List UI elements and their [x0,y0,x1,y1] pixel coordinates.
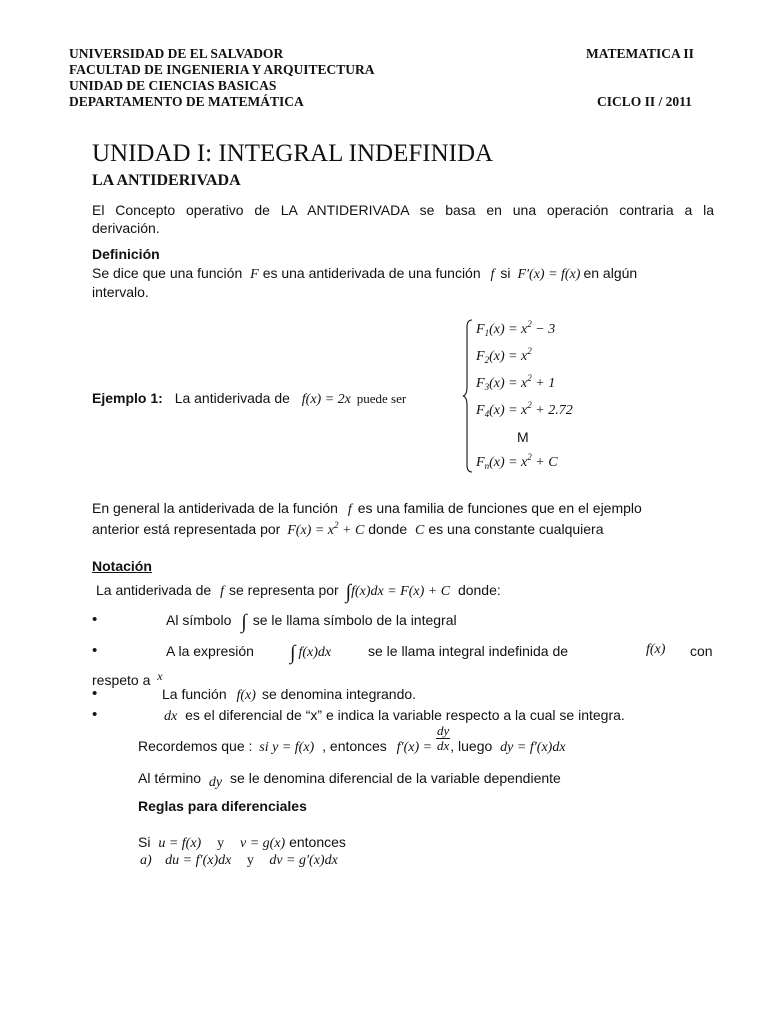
bullet-2-line-2: respeto a x [92,669,163,688]
antiderivative-f3: $F_3(x) = x^2 + 1$ [476,373,556,392]
bullet-2: • [92,642,98,659]
bullet-4-text: dx es el diferencial de “x” e indica la variable respecto a la cual se integra. [164,707,625,724]
section-title: LA ANTIDERIVADA [92,172,241,189]
antiderivative-f2: $F_2(x) = x^2$ [476,346,532,365]
definition-heading: Definición [92,246,160,262]
definition-formula: F′(x) = f(x) [517,267,581,282]
header-unit: UNIDAD DE CIENCIAS BASICAS [69,78,277,93]
header-department: DEPARTAMENTO DE MATEMÁTICA [69,94,304,109]
notation-line: La antiderivada de f se representa por ∫f(x)dx = F(x) + C donde: [96,581,501,603]
header-university: UNIVERSIDAD DE EL SALVADOR [69,46,284,61]
antiderivative-f4: $F_4(x) = x^2 + 2.72$ [476,400,573,419]
bullet-1: • [92,611,98,628]
bullet-4: • [92,706,98,723]
bullet-1-text: Al símbolo ∫ se le llama símbolo de la integral [166,611,457,633]
example-line: Ejemplo 1: La antiderivada de f(x) = 2x puede ser [92,390,407,407]
bullet-2-label: A la expresión [166,643,254,659]
definition-line-2: intervalo. [92,284,149,300]
rules-line-1: Si u = f(x) y v = g(x) entonces [138,834,346,851]
general-line-2: anterior está representada por $F(x) = x^2 + C$ donde C es una constante cualquiera [92,520,604,538]
left-brace [462,319,474,473]
recall-line: Recordemos que : si y = f(x) , entonces f′(x) = $\frac{dy}{dx}$ , luego dy = f′(x)dx [138,722,566,755]
recall-term-line: Al término dy se le denomina diferencial de la variable dependiente [138,770,561,790]
intro-line-1: El Concepto operativo de LA ANTIDERIVADA se basa en una operación contraria a la [92,202,714,218]
general-line-1: En general la antiderivada de la función f es una familia de funciones que en el ejemplo [92,500,642,517]
page-title: UNIDAD I: INTEGRAL INDEFINIDA [92,140,494,167]
vertical-dots: M [517,429,529,445]
notation-heading: Notación [92,558,152,574]
rules-line-a: a) du = f′(x)dx y dv = g′(x)dx [140,853,338,868]
antiderivative-fn: $F_n(x) = x^2 + C$ [476,452,558,471]
header-cycle: CICLO II / 2011 [597,94,692,109]
header-faculty: FACULTAD DE INGENIERIA Y ARQUITECTURA [69,62,375,77]
bullet-3-text: La función f(x) se denomina integrando. [162,686,417,703]
bullet-2-text: se le llama integral indefinida de [368,643,569,659]
header-course: MATEMATICA II [586,46,694,61]
antiderivative-f1: $F_1(x) = x^2 - 3$ [476,319,556,338]
rules-heading: Reglas para diferenciales [138,798,307,814]
intro-line-2: derivación. [92,220,160,236]
bullet-2-expr: ∫ f(x)dx [290,642,332,664]
definition-line-1: Se dice que una función F es una antiderivada de una función f si F′(x) = f(x) en algún [92,265,638,282]
bullet-2-con: con [690,643,713,659]
bullet-2-fx: f(x) [646,642,666,657]
bullet-3: • [92,685,98,702]
